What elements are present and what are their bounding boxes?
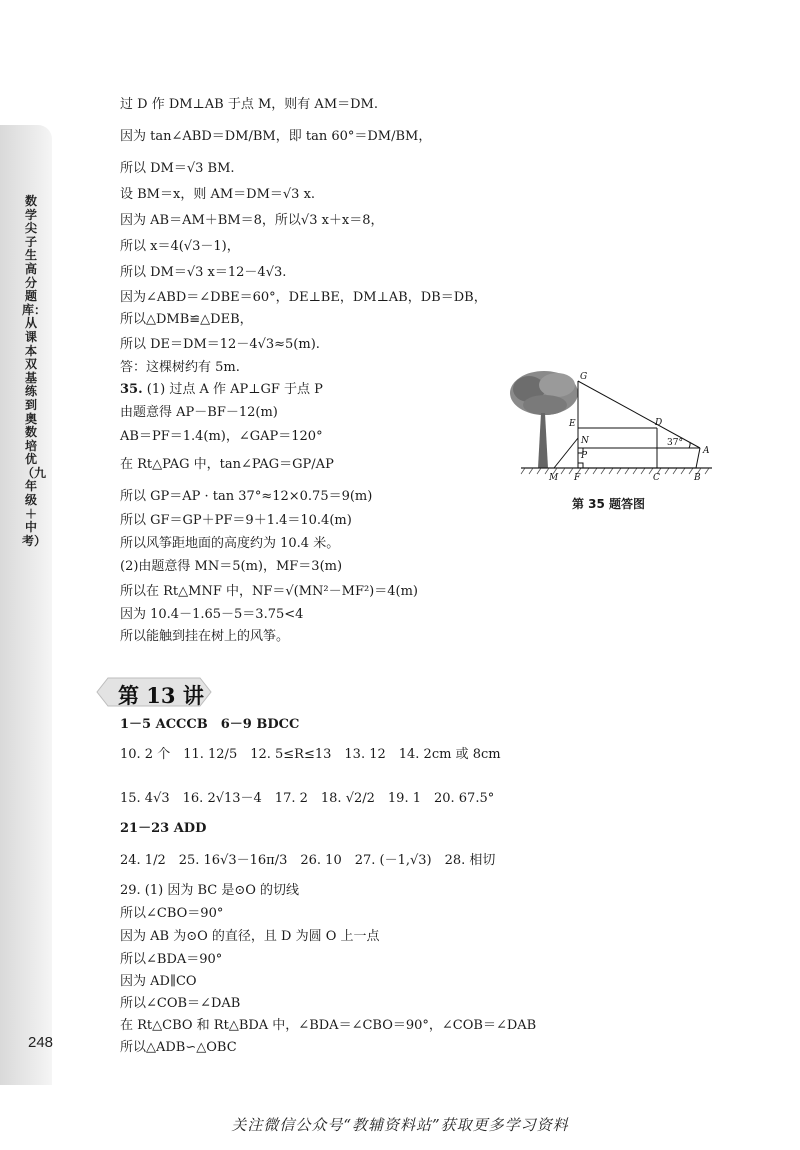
q29-line: 因为 AB 为⊙O 的直径，且 D 为圆 O 上一点 [120,929,380,944]
q29-line: 在 Rt△CBO 和 Rt△BDA 中，∠BDA＝∠CBO＝90°，∠COB＝∠DAB [120,1018,537,1033]
label-D: D [655,418,663,428]
label-angle: 37° [667,438,683,448]
answer-line: 1－5 ACCCB 6－9 BDCC [120,717,300,732]
q29-line: 29. (1) 因为 BC 是⊙O 的切线 [120,883,300,898]
q35-line: AB＝PF＝1.4(m)，∠GAP＝120° [120,429,323,444]
q35-line: 所以能触到挂在树上的风筝。 [120,629,290,644]
label-N: N [581,436,589,446]
q35-line: 所以 GF＝GP＋PF＝9＋1.4＝10.4(m) [120,513,352,528]
q34-line: 答：这棵树约有 5m. [120,360,240,375]
label-M: M [549,473,559,483]
q35-line: 在 Rt△PAG 中，tan∠PAG＝GP/AP [120,457,334,472]
answer-line: 24. 1/2 25. 16√3－16π/3 26. 10 27. (－1,√3) 28. 相切 [120,853,496,868]
answer-line: 21－23 ADD [120,821,207,836]
label-G: G [580,372,588,382]
q34-line: 所以 x＝4(√3－1)， [120,239,240,254]
q34-line: 因为 AB＝AM＋BM＝8，所以√3 x＋x＝8， [120,213,384,228]
q35-line: 所以在 Rt△MNF 中，NF＝√(MN²－MF²)＝4(m) [120,584,418,599]
figure-caption: 第 35 题答图 [572,497,646,511]
label-B: B [694,473,701,483]
label-F: F [574,473,581,483]
q29-line: 因为 AD∥CO [120,974,197,989]
lecture-title: 第 13 讲 [118,683,204,708]
q29-line: 所以∠BDA＝90° [120,952,223,967]
q34-line: 因为 tan∠ABD＝DM/BM，即 tan 60°＝DM/BM， [120,129,432,144]
q35-line: 所以 GP＝AP · tan 37°≈12×0.75＝9(m) [120,489,373,504]
label-C: C [653,473,660,483]
q34-line: 所以 DE＝DM＝12－4√3≈5(m). [120,337,320,352]
q29-line: 所以∠CBO＝90° [120,906,224,921]
q34-line: 所以 DM＝√3 x＝12－4√3. [120,265,287,280]
q35-line: (2)由题意得 MN＝5(m)，MF＝3(m) [120,559,343,574]
q29-line: 所以△ADB∽△OBC [120,1040,237,1055]
book-title-vertical: 数学尖子生高分题库：从课本双基练到奥数培优（九年级＋中考） [22,194,47,548]
footer-promo: 关注微信公众号“教辅资料站”获取更多学习资料 [231,1116,569,1134]
q35-line: 由题意得 AP－BF－12(m) [120,405,278,420]
q34-line: 过 D 作 DM⊥AB 于点 M，则有 AM＝DM. [120,97,378,112]
q34-line: 所以△DMB≌△DEB， [120,312,253,327]
q35-text: (1) 过点 A 作 AP⊥GF 于点 P [146,382,323,397]
answer-line: 10. 2 个 11. 12/5 12. 5≤R≤13 13. 12 14. 2cm 或 8cm [120,747,501,762]
q35-line: 所以风筝距地面的高度约为 10.4 米。 [120,536,340,551]
answer-line: 15. 4√3 16. 2√13－4 17. 2 18. √2/2 19. 1 20. 67.5° [120,791,495,806]
tree-icon [510,371,578,468]
page-number: 248 [28,1034,54,1051]
label-P: P [581,451,588,461]
q29-line: 所以∠COB＝∠DAB [120,996,241,1011]
label-E: E [569,419,576,429]
q35-figure [507,365,725,485]
q35-line [120,381,323,399]
label-A: A [703,446,710,456]
q35-number: 35. [120,382,143,397]
q34-line: 所以 DM＝√3 BM. [120,161,235,176]
q34-line: 设 BM＝x，则 AM＝DM＝√3 x. [120,187,316,202]
q34-line: 因为∠ABD＝∠DBE＝60°，DE⊥BE，DM⊥AB，DB＝DB， [120,290,487,305]
q35-line: 因为 10.4－1.65－5＝3.75<4 [120,607,304,622]
